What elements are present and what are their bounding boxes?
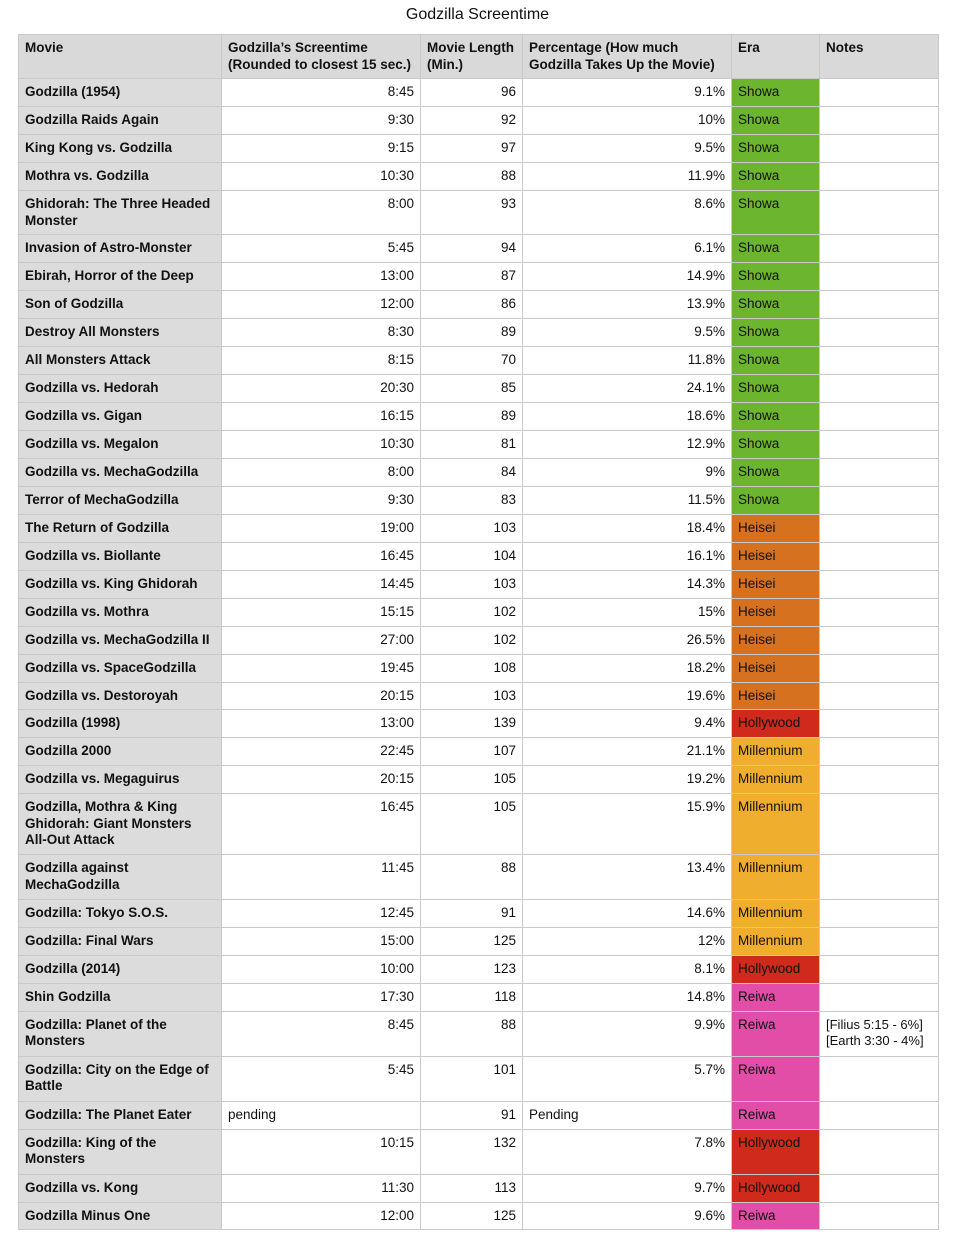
- table-row: [19, 291, 939, 319]
- era-cell[interactable]: Heisei: [732, 542, 820, 570]
- table-row: [19, 983, 939, 1011]
- table-body: [19, 79, 939, 1230]
- table-row: [19, 570, 939, 598]
- movie-cell[interactable]: Ghidorah: The Three Headed Monster: [19, 191, 222, 235]
- length-cell[interactable]: 125: [421, 1202, 523, 1230]
- era-cell[interactable]: Heisei: [732, 682, 820, 710]
- movie-cell[interactable]: Godzilla vs. Hedorah: [19, 375, 222, 403]
- screentime-cell[interactable]: 19:00: [222, 514, 421, 542]
- screentime-cell[interactable]: 15:00: [222, 928, 421, 956]
- percentage-cell[interactable]: 14.6%: [523, 900, 732, 928]
- movie-cell[interactable]: Godzilla Raids Again: [19, 107, 222, 135]
- table-row: [19, 1174, 939, 1202]
- notes-cell[interactable]: [820, 738, 939, 766]
- length-cell[interactable]: 92: [421, 107, 523, 135]
- table-row: [19, 431, 939, 459]
- era-cell[interactable]: Millennium: [732, 855, 820, 900]
- length-cell[interactable]: 88: [421, 855, 523, 900]
- percentage-cell[interactable]: 6.1%: [523, 235, 732, 263]
- movie-cell[interactable]: Son of Godzilla: [19, 291, 222, 319]
- movie-cell[interactable]: Godzilla, Mothra & King Ghidorah: Giant Monsters All-Out Attack: [19, 794, 222, 855]
- movie-cell[interactable]: Godzilla vs. Megalon: [19, 431, 222, 459]
- movie-cell[interactable]: Godzilla vs. Destoroyah: [19, 682, 222, 710]
- movie-cell[interactable]: Godzilla: King of the Monsters: [19, 1129, 222, 1174]
- era-cell[interactable]: Heisei: [732, 570, 820, 598]
- era-cell[interactable]: Reiwa: [732, 1202, 820, 1230]
- percentage-cell[interactable]: 9%: [523, 459, 732, 487]
- length-cell[interactable]: 89: [421, 319, 523, 347]
- era-cell[interactable]: Heisei: [732, 598, 820, 626]
- table-row: [19, 855, 939, 900]
- era-cell[interactable]: Showa: [732, 459, 820, 487]
- era-cell[interactable]: Hollywood: [732, 1129, 820, 1174]
- era-cell[interactable]: Showa: [732, 263, 820, 291]
- notes-cell[interactable]: [820, 107, 939, 135]
- percentage-cell[interactable]: 9.7%: [523, 1174, 732, 1202]
- table-row: [19, 1101, 939, 1129]
- table-row: [19, 163, 939, 191]
- screentime-cell[interactable]: 8:45: [222, 1011, 421, 1056]
- length-cell[interactable]: 96: [421, 79, 523, 107]
- screentime-cell[interactable]: 10:15: [222, 1129, 421, 1174]
- notes-cell[interactable]: [Filius 5:15 - 6%] [Earth 3:30 - 4%]: [820, 1011, 939, 1056]
- percentage-cell[interactable]: 18.4%: [523, 514, 732, 542]
- notes-cell[interactable]: [820, 1174, 939, 1202]
- notes-cell[interactable]: [820, 570, 939, 598]
- movie-cell[interactable]: Destroy All Monsters: [19, 319, 222, 347]
- percentage-cell[interactable]: 24.1%: [523, 375, 732, 403]
- era-cell[interactable]: Showa: [732, 403, 820, 431]
- length-cell[interactable]: 70: [421, 347, 523, 375]
- length-cell[interactable]: 89: [421, 403, 523, 431]
- notes-cell[interactable]: [820, 163, 939, 191]
- screentime-cell[interactable]: 8:45: [222, 79, 421, 107]
- table-row: [19, 514, 939, 542]
- screentime-cell[interactable]: 20:15: [222, 682, 421, 710]
- table-row: [19, 710, 939, 738]
- notes-cell[interactable]: [820, 514, 939, 542]
- percentage-cell[interactable]: 19.2%: [523, 766, 732, 794]
- era-cell[interactable]: Millennium: [732, 928, 820, 956]
- table-row: [19, 107, 939, 135]
- screentime-cell[interactable]: 9:30: [222, 107, 421, 135]
- notes-cell[interactable]: [820, 1056, 939, 1101]
- length-cell[interactable]: 101: [421, 1056, 523, 1101]
- length-cell[interactable]: 94: [421, 235, 523, 263]
- notes-cell[interactable]: [820, 682, 939, 710]
- length-cell[interactable]: 105: [421, 794, 523, 855]
- screentime-cell[interactable]: 20:15: [222, 766, 421, 794]
- length-cell[interactable]: 97: [421, 135, 523, 163]
- movie-cell[interactable]: Godzilla (1954): [19, 79, 222, 107]
- movie-cell[interactable]: Godzilla vs. MechaGodzilla II: [19, 626, 222, 654]
- screentime-cell[interactable]: 17:30: [222, 983, 421, 1011]
- screentime-cell[interactable]: 8:15: [222, 347, 421, 375]
- notes-cell[interactable]: [820, 1129, 939, 1174]
- percentage-cell[interactable]: 14.8%: [523, 983, 732, 1011]
- percentage-cell[interactable]: 7.8%: [523, 1129, 732, 1174]
- percentage-cell[interactable]: 13.4%: [523, 855, 732, 900]
- notes-cell[interactable]: [820, 855, 939, 900]
- percentage-cell[interactable]: 5.7%: [523, 1056, 732, 1101]
- era-cell[interactable]: Reiwa: [732, 1101, 820, 1129]
- notes-cell[interactable]: [820, 291, 939, 319]
- notes-cell[interactable]: [820, 654, 939, 682]
- length-cell[interactable]: 118: [421, 983, 523, 1011]
- notes-cell[interactable]: [820, 319, 939, 347]
- table-row: [19, 375, 939, 403]
- length-cell[interactable]: 105: [421, 766, 523, 794]
- era-cell[interactable]: Hollywood: [732, 955, 820, 983]
- length-cell[interactable]: 103: [421, 570, 523, 598]
- length-cell[interactable]: 113: [421, 1174, 523, 1202]
- notes-cell[interactable]: [820, 794, 939, 855]
- length-cell[interactable]: 102: [421, 626, 523, 654]
- table-row: [19, 626, 939, 654]
- screentime-cell[interactable]: 9:15: [222, 135, 421, 163]
- movie-cell[interactable]: Godzilla: Planet of the Monsters: [19, 1011, 222, 1056]
- movie-cell[interactable]: Godzilla vs. Biollante: [19, 542, 222, 570]
- table-row: [19, 347, 939, 375]
- screentime-cell[interactable]: 8:00: [222, 459, 421, 487]
- header-length[interactable]: Movie Length (Min.): [421, 35, 523, 79]
- notes-cell[interactable]: [820, 403, 939, 431]
- percentage-cell[interactable]: 9.1%: [523, 79, 732, 107]
- length-cell[interactable]: 87: [421, 263, 523, 291]
- screentime-cell[interactable]: 16:15: [222, 403, 421, 431]
- notes-cell[interactable]: [820, 263, 939, 291]
- table-row: [19, 1011, 939, 1056]
- movie-cell[interactable]: Godzilla: The Planet Eater: [19, 1101, 222, 1129]
- movie-cell[interactable]: Godzilla: Tokyo S.O.S.: [19, 900, 222, 928]
- notes-cell[interactable]: [820, 766, 939, 794]
- notes-cell[interactable]: [820, 710, 939, 738]
- percentage-cell[interactable]: 26.5%: [523, 626, 732, 654]
- movie-cell[interactable]: Godzilla against MechaGodzilla: [19, 855, 222, 900]
- movie-cell[interactable]: Terror of MechaGodzilla: [19, 486, 222, 514]
- length-cell[interactable]: 123: [421, 955, 523, 983]
- percentage-cell[interactable]: 18.2%: [523, 654, 732, 682]
- notes-cell[interactable]: [820, 1202, 939, 1230]
- length-cell[interactable]: 86: [421, 291, 523, 319]
- movie-cell[interactable]: Shin Godzilla: [19, 983, 222, 1011]
- length-cell[interactable]: 103: [421, 682, 523, 710]
- table-row: [19, 654, 939, 682]
- era-cell[interactable]: Reiwa: [732, 1011, 820, 1056]
- percentage-cell[interactable]: 9.9%: [523, 1011, 732, 1056]
- era-cell[interactable]: Showa: [732, 235, 820, 263]
- movie-cell[interactable]: Godzilla (1998): [19, 710, 222, 738]
- era-cell[interactable]: Reiwa: [732, 1056, 820, 1101]
- era-cell[interactable]: Showa: [732, 79, 820, 107]
- length-cell[interactable]: 88: [421, 1011, 523, 1056]
- table-row: [19, 191, 939, 235]
- notes-cell[interactable]: [820, 191, 939, 235]
- movie-cell[interactable]: Ebirah, Horror of the Deep: [19, 263, 222, 291]
- movie-cell[interactable]: Godzilla vs. King Ghidorah: [19, 570, 222, 598]
- table-row: [19, 1056, 939, 1101]
- length-cell[interactable]: 107: [421, 738, 523, 766]
- screentime-cell[interactable]: 9:30: [222, 486, 421, 514]
- header-era[interactable]: Era: [732, 35, 820, 79]
- length-cell[interactable]: 93: [421, 191, 523, 235]
- table-row: [19, 955, 939, 983]
- table-row: [19, 766, 939, 794]
- header-notes[interactable]: Notes: [820, 35, 939, 79]
- notes-cell[interactable]: [820, 431, 939, 459]
- movie-cell[interactable]: Invasion of Astro-Monster: [19, 235, 222, 263]
- era-cell[interactable]: Reiwa: [732, 983, 820, 1011]
- notes-cell[interactable]: [820, 1101, 939, 1129]
- era-cell[interactable]: Millennium: [732, 738, 820, 766]
- notes-cell[interactable]: [820, 928, 939, 956]
- table-row: [19, 1129, 939, 1174]
- percentage-cell[interactable]: 8.1%: [523, 955, 732, 983]
- screentime-cell[interactable]: 5:45: [222, 1056, 421, 1101]
- notes-cell[interactable]: [820, 542, 939, 570]
- table-row: [19, 486, 939, 514]
- table-row: [19, 900, 939, 928]
- percentage-cell[interactable]: 16.1%: [523, 542, 732, 570]
- screentime-cell[interactable]: 15:15: [222, 598, 421, 626]
- percentage-cell[interactable]: 19.6%: [523, 682, 732, 710]
- percentage-cell[interactable]: 11.5%: [523, 486, 732, 514]
- screentime-cell[interactable]: 14:45: [222, 570, 421, 598]
- movie-cell[interactable]: Mothra vs. Godzilla: [19, 163, 222, 191]
- screentime-cell[interactable]: 5:45: [222, 235, 421, 263]
- screentime-cell[interactable]: 13:00: [222, 710, 421, 738]
- screentime-cell[interactable]: 11:45: [222, 855, 421, 900]
- movie-cell[interactable]: Godzilla vs. Megaguirus: [19, 766, 222, 794]
- length-cell[interactable]: 132: [421, 1129, 523, 1174]
- notes-cell[interactable]: [820, 983, 939, 1011]
- notes-cell[interactable]: [820, 486, 939, 514]
- length-cell[interactable]: 91: [421, 900, 523, 928]
- era-cell[interactable]: Millennium: [732, 900, 820, 928]
- movie-cell[interactable]: Godzilla: Final Wars: [19, 928, 222, 956]
- screentime-cell[interactable]: 8:00: [222, 191, 421, 235]
- percentage-cell[interactable]: 12.9%: [523, 431, 732, 459]
- percentage-cell[interactable]: 10%: [523, 107, 732, 135]
- era-cell[interactable]: Showa: [732, 191, 820, 235]
- percentage-cell[interactable]: 11.8%: [523, 347, 732, 375]
- percentage-cell[interactable]: 9.4%: [523, 710, 732, 738]
- notes-cell[interactable]: [820, 955, 939, 983]
- header-row: [19, 35, 939, 79]
- era-cell[interactable]: Showa: [732, 347, 820, 375]
- percentage-cell[interactable]: 9.5%: [523, 135, 732, 163]
- notes-cell[interactable]: [820, 235, 939, 263]
- movie-cell[interactable]: Godzilla: City on the Edge of Battle: [19, 1056, 222, 1101]
- percentage-cell[interactable]: 8.6%: [523, 191, 732, 235]
- movie-cell[interactable]: All Monsters Attack: [19, 347, 222, 375]
- percentage-cell[interactable]: Pending: [523, 1101, 732, 1129]
- screentime-cell[interactable]: 10:30: [222, 163, 421, 191]
- length-cell[interactable]: 104: [421, 542, 523, 570]
- percentage-cell[interactable]: 21.1%: [523, 738, 732, 766]
- era-cell[interactable]: Showa: [732, 486, 820, 514]
- screentime-cell[interactable]: 10:30: [222, 431, 421, 459]
- table-row: [19, 79, 939, 107]
- percentage-cell[interactable]: 15%: [523, 598, 732, 626]
- length-cell[interactable]: 81: [421, 431, 523, 459]
- movie-cell[interactable]: Godzilla vs. Mothra: [19, 598, 222, 626]
- table-row: [19, 682, 939, 710]
- table-row: [19, 598, 939, 626]
- movie-cell[interactable]: Godzilla vs. SpaceGodzilla: [19, 654, 222, 682]
- notes-cell[interactable]: [820, 626, 939, 654]
- percentage-cell[interactable]: 9.6%: [523, 1202, 732, 1230]
- header-screentime[interactable]: Godzilla’s Screentime (Rounded to closest 15 sec.): [222, 35, 421, 79]
- era-cell[interactable]: Heisei: [732, 654, 820, 682]
- table-row: [19, 542, 939, 570]
- table-row: [19, 135, 939, 163]
- era-cell[interactable]: Showa: [732, 375, 820, 403]
- percentage-cell[interactable]: 13.9%: [523, 291, 732, 319]
- length-cell[interactable]: 103: [421, 514, 523, 542]
- screentime-cell[interactable]: 12:45: [222, 900, 421, 928]
- era-cell[interactable]: Millennium: [732, 766, 820, 794]
- table-row: [19, 403, 939, 431]
- notes-cell[interactable]: [820, 375, 939, 403]
- screentime-table: [18, 34, 939, 1230]
- table-row: [19, 459, 939, 487]
- length-cell[interactable]: 88: [421, 163, 523, 191]
- table-row: [19, 263, 939, 291]
- movie-cell[interactable]: Godzilla vs. MechaGodzilla: [19, 459, 222, 487]
- header-movie[interactable]: Movie: [19, 35, 222, 79]
- movie-cell[interactable]: Godzilla (2014): [19, 955, 222, 983]
- era-cell[interactable]: Hollywood: [732, 710, 820, 738]
- header-percentage[interactable]: Percentage (How much Godzilla Takes Up the Movie): [523, 35, 732, 79]
- length-cell[interactable]: 85: [421, 375, 523, 403]
- length-cell[interactable]: 125: [421, 928, 523, 956]
- percentage-cell[interactable]: 14.9%: [523, 263, 732, 291]
- screentime-cell[interactable]: 10:00: [222, 955, 421, 983]
- percentage-cell[interactable]: 9.5%: [523, 319, 732, 347]
- length-cell[interactable]: 83: [421, 486, 523, 514]
- era-cell[interactable]: Heisei: [732, 514, 820, 542]
- table-row: [19, 928, 939, 956]
- table-row: [19, 1202, 939, 1230]
- movie-cell[interactable]: Godzilla Minus One: [19, 1202, 222, 1230]
- era-cell[interactable]: Heisei: [732, 626, 820, 654]
- length-cell[interactable]: 84: [421, 459, 523, 487]
- screentime-cell[interactable]: 19:45: [222, 654, 421, 682]
- era-cell[interactable]: Showa: [732, 291, 820, 319]
- notes-cell[interactable]: [820, 135, 939, 163]
- screentime-cell[interactable]: 20:30: [222, 375, 421, 403]
- era-cell[interactable]: Showa: [732, 135, 820, 163]
- screentime-cell[interactable]: 13:00: [222, 263, 421, 291]
- screentime-cell[interactable]: 12:00: [222, 1202, 421, 1230]
- length-cell[interactable]: 108: [421, 654, 523, 682]
- screentime-cell[interactable]: 16:45: [222, 542, 421, 570]
- screentime-cell[interactable]: 11:30: [222, 1174, 421, 1202]
- notes-cell[interactable]: [820, 459, 939, 487]
- notes-cell[interactable]: [820, 79, 939, 107]
- era-cell[interactable]: Showa: [732, 431, 820, 459]
- era-cell[interactable]: Showa: [732, 163, 820, 191]
- movie-cell[interactable]: King Kong vs. Godzilla: [19, 135, 222, 163]
- screentime-cell[interactable]: pending: [222, 1101, 421, 1129]
- screentime-cell[interactable]: 27:00: [222, 626, 421, 654]
- percentage-cell[interactable]: 14.3%: [523, 570, 732, 598]
- notes-cell[interactable]: [820, 598, 939, 626]
- length-cell[interactable]: 139: [421, 710, 523, 738]
- screentime-cell[interactable]: 22:45: [222, 738, 421, 766]
- movie-cell[interactable]: Godzilla 2000: [19, 738, 222, 766]
- notes-cell[interactable]: [820, 900, 939, 928]
- table-row: [19, 738, 939, 766]
- movie-cell[interactable]: Godzilla vs. Kong: [19, 1174, 222, 1202]
- percentage-cell[interactable]: 12%: [523, 928, 732, 956]
- screentime-cell[interactable]: 12:00: [222, 291, 421, 319]
- sheet-title: Godzilla Screentime: [405, 6, 550, 23]
- length-cell[interactable]: 102: [421, 598, 523, 626]
- era-cell[interactable]: Showa: [732, 319, 820, 347]
- era-cell[interactable]: Hollywood: [732, 1174, 820, 1202]
- era-cell[interactable]: Showa: [732, 107, 820, 135]
- table-row: [19, 235, 939, 263]
- table-row: [19, 319, 939, 347]
- percentage-cell[interactable]: 18.6%: [523, 403, 732, 431]
- movie-cell[interactable]: Godzilla vs. Gigan: [19, 403, 222, 431]
- table-row: [19, 794, 939, 855]
- percentage-cell[interactable]: 15.9%: [523, 794, 732, 855]
- percentage-cell[interactable]: 11.9%: [523, 163, 732, 191]
- era-cell[interactable]: Millennium: [732, 794, 820, 855]
- length-cell[interactable]: 91: [421, 1101, 523, 1129]
- movie-cell[interactable]: The Return of Godzilla: [19, 514, 222, 542]
- notes-cell[interactable]: [820, 347, 939, 375]
- screentime-cell[interactable]: 16:45: [222, 794, 421, 855]
- screentime-cell[interactable]: 8:30: [222, 319, 421, 347]
